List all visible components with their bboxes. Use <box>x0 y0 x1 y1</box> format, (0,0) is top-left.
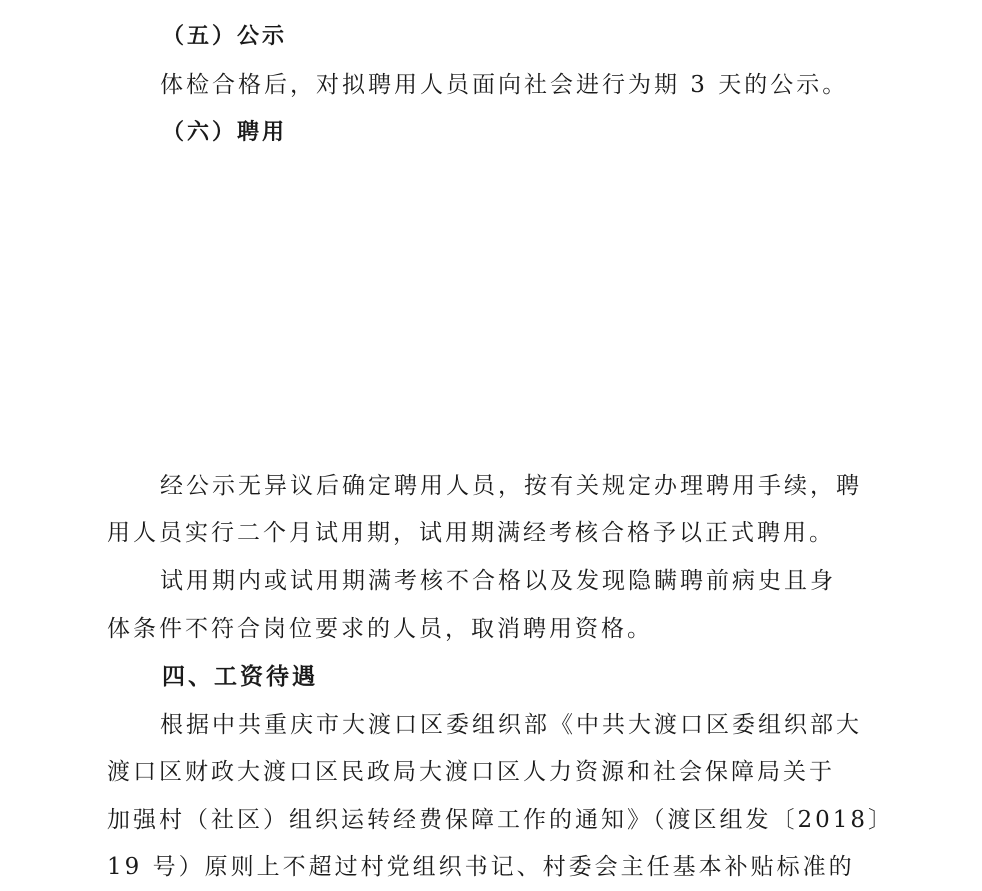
section-heading-four: 四、工资待遇 <box>162 664 318 690</box>
paragraph-line: 体检合格后，对拟聘用人员面向社会进行为期 3 天的公示。 <box>160 72 849 98</box>
paragraph-line: 渡口区财政大渡口区民政局大渡口区人力资源和社会保障局关于 <box>107 759 835 785</box>
paragraph-line: 体条件不符合岗位要求的人员，取消聘用资格。 <box>107 616 653 642</box>
paragraph-line: 经公示无异议后确定聘用人员，按有关规定办理聘用手续，聘 <box>160 473 862 499</box>
paragraph-line: 加强村（社区）组织运转经费保障工作的通知》（渡区组发〔2018〕 <box>107 807 895 833</box>
section-heading-five: （五）公示 <box>162 24 288 49</box>
paragraph-line: 19 号）原则上不超过村党组织书记、村委会主任基本补贴标准的 <box>107 854 855 880</box>
paragraph-line: 用人员实行二个月试用期，试用期满经考核合格予以正式聘用。 <box>107 520 835 546</box>
paragraph-line: 试用期内或试用期满考核不合格以及发现隐瞒聘前病史且身 <box>160 568 836 594</box>
paragraph-line: 根据中共重庆市大渡口区委组织部《中共大渡口区委组织部大 <box>160 712 862 738</box>
section-heading-six: （六）聘用 <box>162 120 288 145</box>
